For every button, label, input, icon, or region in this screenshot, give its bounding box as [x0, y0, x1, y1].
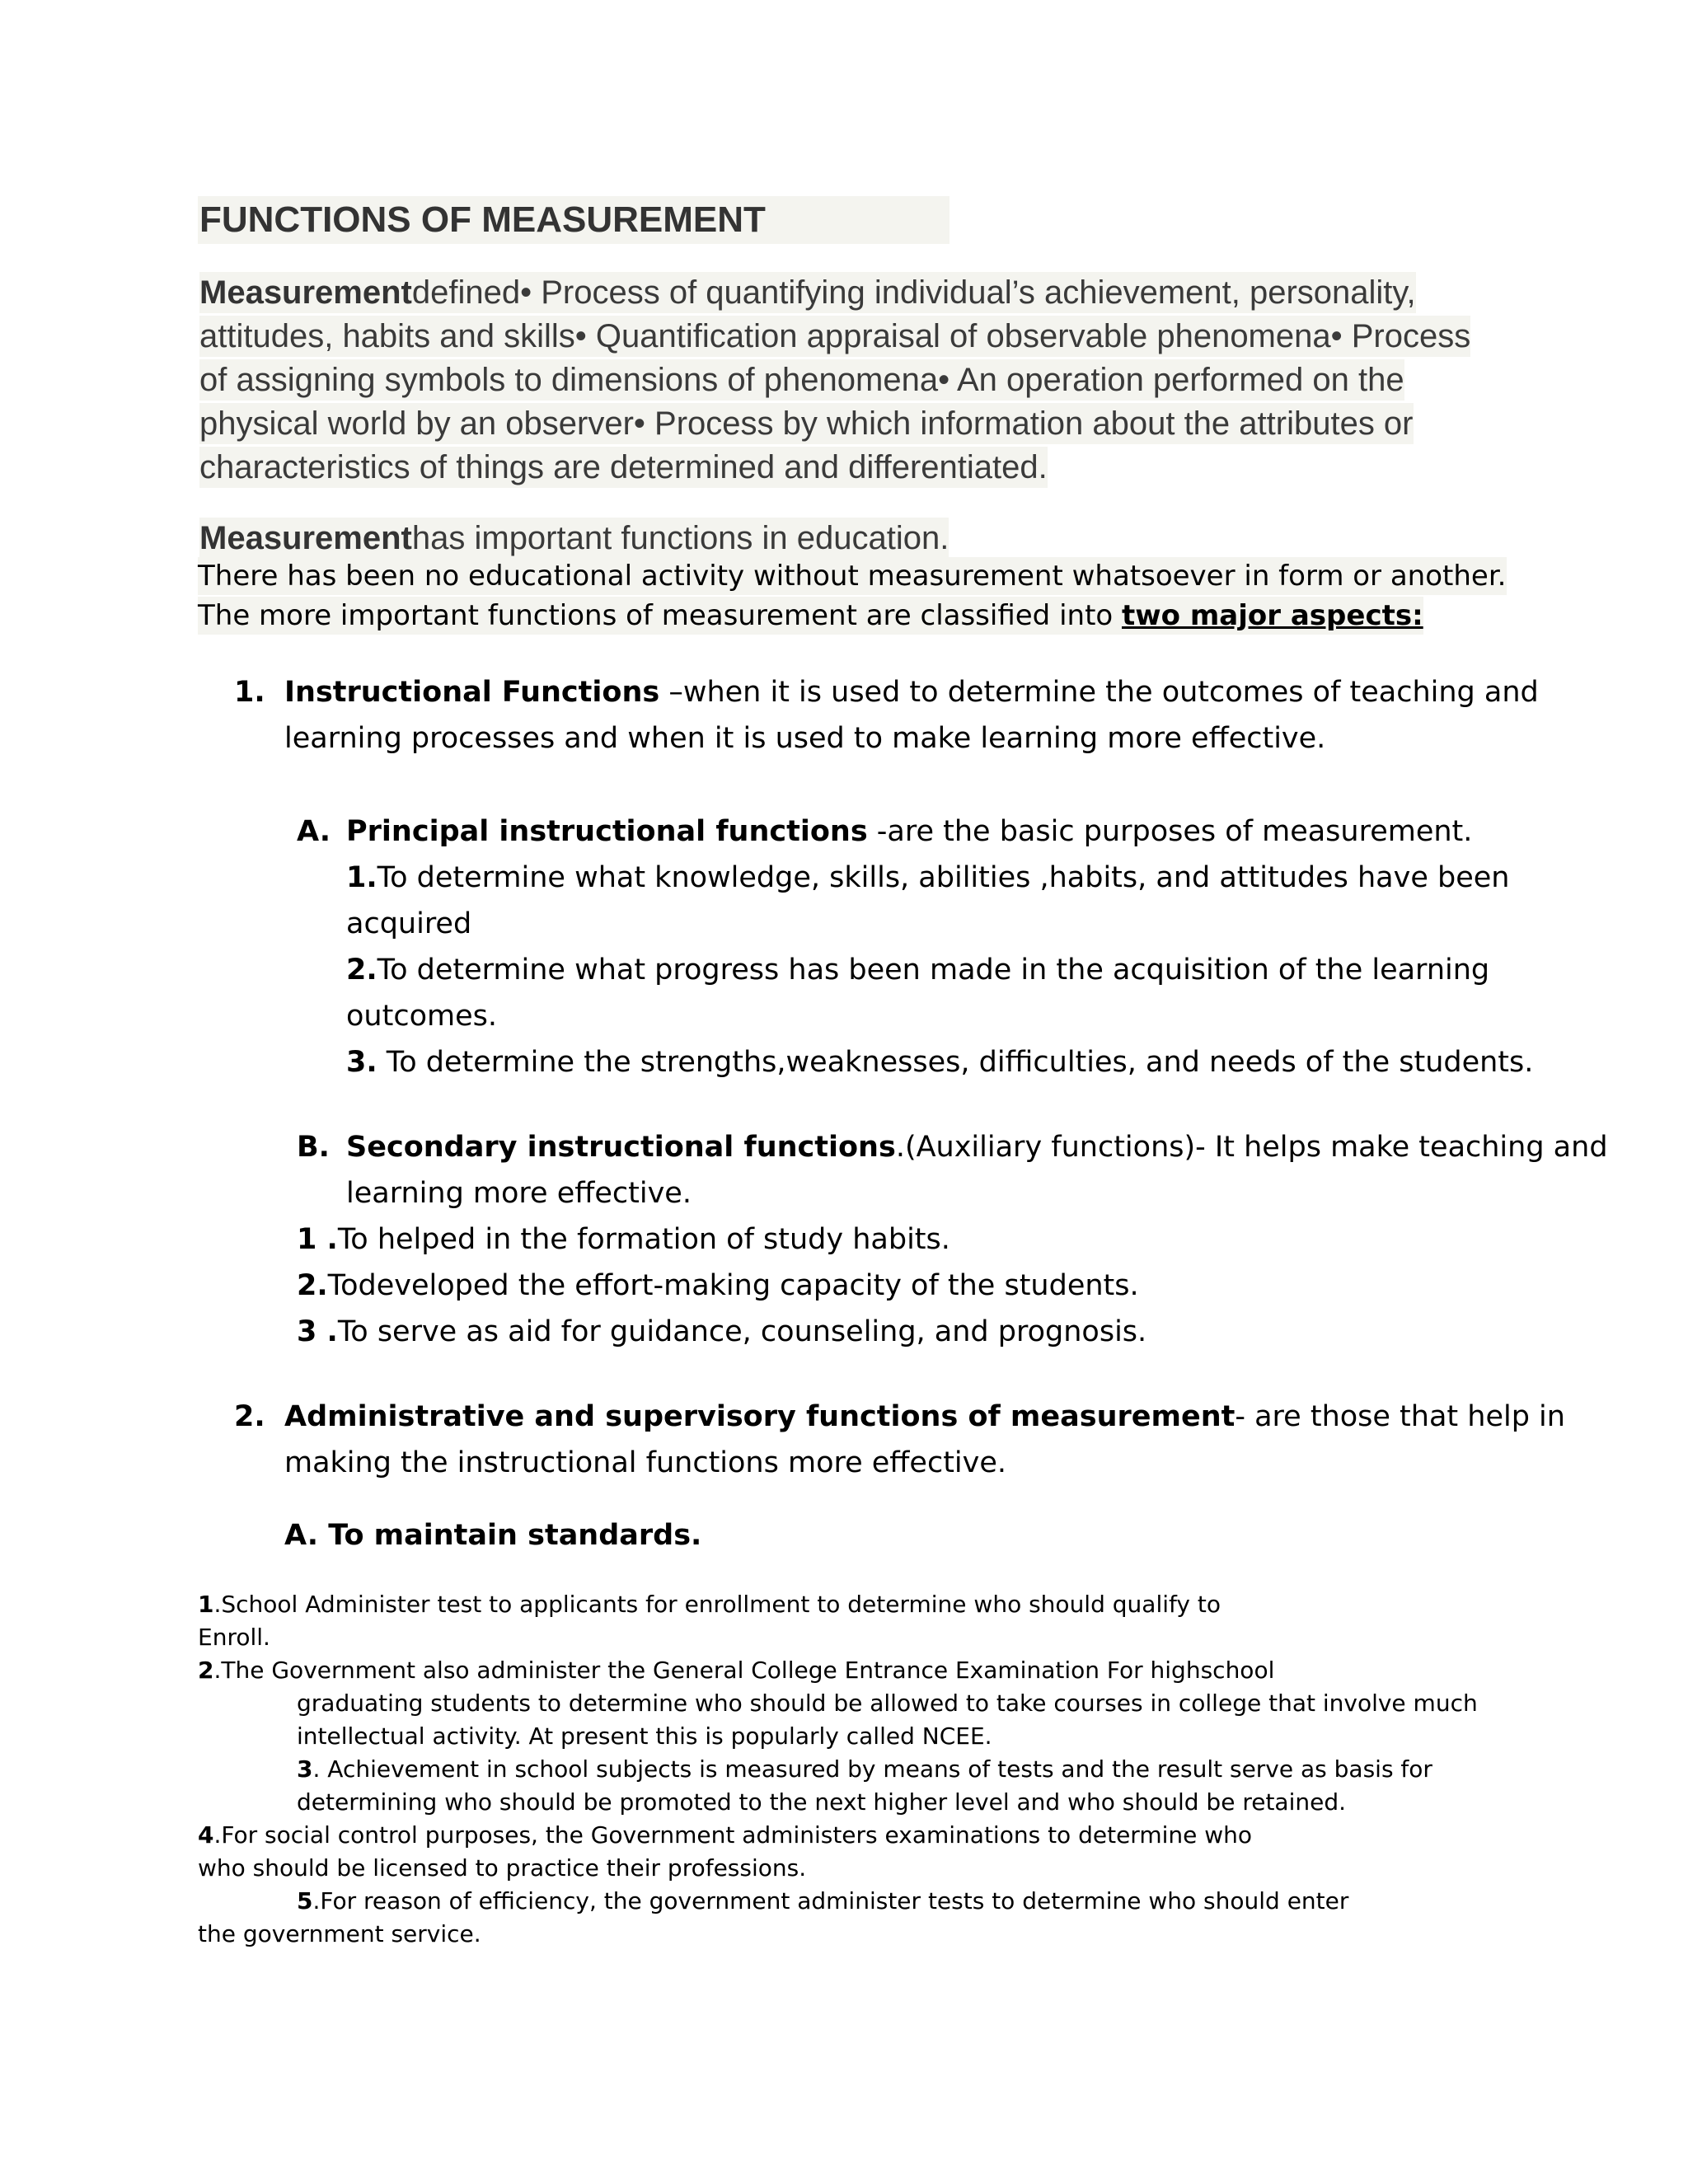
section1-b-letter: B. — [297, 1131, 330, 1164]
admin-item-2-cont-2: intellectual activity. At present this is popularly called NCEE. — [297, 1722, 992, 1750]
section1-b-line-2: learning more effective. — [346, 1177, 692, 1210]
section1-heading: Instructional Functions — [284, 676, 660, 709]
definition-line-4: physical world by an observer• Process by which information about the attributes or — [199, 403, 1414, 444]
section1-number: 1. — [234, 676, 265, 709]
section2-line-2: making the instructional functions more effective. — [284, 1446, 1007, 1479]
admin-item-2-cont-1: graduating students to determine who should be allowed to take courses in college that involve much — [297, 1690, 1478, 1717]
section1-line-2: learning processes and when it is used to make learning more effective. — [284, 722, 1326, 755]
section2-heading: Administrative and supervisory functions of measurement — [284, 1400, 1236, 1433]
section1-a-line: Principal instructional functions -are the basic purposes of measurement. — [346, 815, 1473, 848]
importance-line-1: Measurementhas important functions in education. — [199, 518, 949, 559]
section2-subheading: A. To maintain standards. — [284, 1519, 702, 1552]
secondary-item-1: 1 .To helped in the formation of study habits. — [297, 1223, 950, 1256]
section1-a-letter: A. — [297, 815, 331, 848]
section2-line-1: Administrative and supervisory functions of measurement- are those that help in — [284, 1400, 1565, 1433]
admin-item-4: 4.For social control purposes, the Government administers examinations to determine who — [198, 1821, 1253, 1849]
importance-line-3: The more important functions of measurement are classified into two major aspects: — [198, 597, 1423, 635]
definition-line-1: Measurementdefined• Process of quantifying individual’s achievement, personality, — [199, 272, 1416, 313]
admin-item-1-cont: Enroll. — [198, 1624, 270, 1651]
secondary-item-2: 2.Todeveloped the effort-making capacity of the students. — [297, 1269, 1139, 1302]
admin-item-5: 5.For reason of efficiency, the government administer tests to determine who should enter — [297, 1887, 1349, 1915]
admin-item-5-cont: the government service. — [198, 1920, 481, 1947]
principal-item-1: 1.To determine what knowledge, skills, abilities ,habits, and attitudes have been — [346, 861, 1510, 894]
definition-line-5: characteristics of things are determined and differentiated. — [199, 447, 1048, 488]
definition-term: Measurement — [199, 274, 412, 311]
definition-line-3: of assigning symbols to dimensions of phenomena• An operation performed on the — [199, 359, 1404, 401]
section1-a-heading: Principal instructional functions — [346, 815, 868, 848]
principal-item-2-cont: outcomes. — [346, 1000, 497, 1033]
admin-item-2: 2.The Government also administer the General College Entrance Examination For highschool — [198, 1657, 1275, 1684]
principal-item-3: 3. To determine the strengths,weaknesses, difficulties, and needs of the students. — [346, 1046, 1534, 1079]
definition-line-2: attitudes, habits and skills• Quantification appraisal of observable phenomena• Process — [199, 316, 1470, 357]
principal-item-2: 2.To determine what progress has been made in the acquisition of the learning — [346, 954, 1490, 987]
two-major-aspects: two major aspects: — [1122, 599, 1423, 632]
admin-item-3: 3. Achievement in school subjects is measured by means of tests and the result serve as basis for — [297, 1755, 1432, 1783]
admin-item-4-cont: who should be licensed to practice their professions. — [198, 1854, 807, 1882]
section1-line-1: Instructional Functions –when it is used to determine the outcomes of teaching and — [284, 676, 1539, 709]
admin-item-1: 1.School Administer test to applicants for enrollment to determine who should qualify to — [198, 1591, 1221, 1618]
page-title: FUNCTIONS OF MEASUREMENT — [198, 196, 950, 244]
importance-line-2: There has been no educational activity without measurement whatsoever in form or another. — [198, 557, 1507, 595]
importance-term: Measurement — [199, 520, 412, 556]
secondary-item-3: 3 .To serve as aid for guidance, counseling, and prognosis. — [297, 1315, 1147, 1348]
section2-number: 2. — [234, 1400, 265, 1433]
section1-b-line-1: Secondary instructional functions.(Auxiliary functions)- It helps make teaching and — [346, 1131, 1608, 1164]
admin-item-3-cont: determining who should be promoted to the next higher level and who should be retained. — [297, 1788, 1347, 1816]
principal-item-1-cont: acquired — [346, 907, 472, 940]
section1-b-heading: Secondary instructional functions — [346, 1131, 896, 1164]
